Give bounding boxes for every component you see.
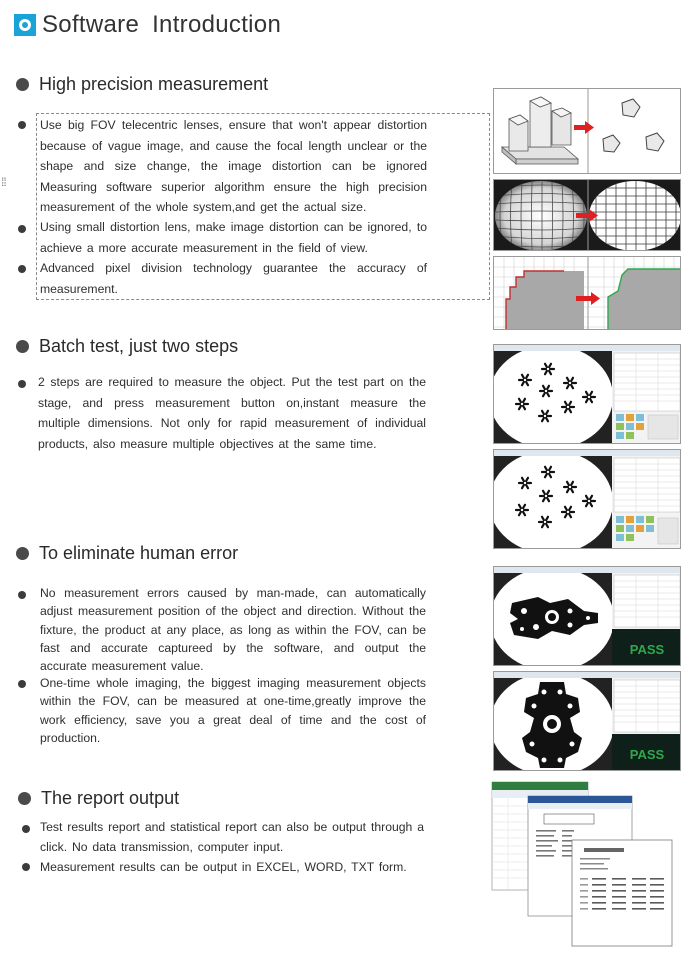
section-heading-human-error: To eliminate human error <box>16 543 238 564</box>
section-bullet-icon <box>16 78 29 91</box>
paragraph-pixel-division: Advanced pixel division technology guarantee the accuracy of measurement. <box>40 261 427 296</box>
section-heading-batch-test: Batch test, just two steps <box>16 336 238 357</box>
list-bullet-icon <box>18 225 26 233</box>
figure-distortion-grid <box>493 179 681 251</box>
paragraph-small-distortion: Using small distortion lens, make image distortion can be ignored, to achieve a more accurate measurement in the field of view. <box>40 220 427 255</box>
title-badge-icon <box>14 14 36 36</box>
section-bullet-icon <box>18 792 31 805</box>
section-bullet-icon <box>16 340 29 353</box>
figure-3d-to-2d-projection <box>493 88 681 174</box>
paragraph-one-time-imaging: One-time whole imaging, the biggest imaging measurement objects within the FOV, can be measured at one-time,greatly improve the work efficiency, save you a great deal of time and the cost of production. <box>40 676 426 745</box>
section-bullet-icon <box>16 547 29 560</box>
list-bullet-icon <box>22 863 30 871</box>
paragraph-two-steps: 2 steps are required to measure the object. Put the test part on the stage, and press measurement button on,instant measure the multiple dimensions. Not only for rapid measurement of individual products, also measure multiple objectives at the same time. <box>38 375 426 451</box>
drag-handle-icon[interactable]: ⁞⁞ <box>1 175 6 189</box>
list-bullet-icon <box>18 380 26 388</box>
section-heading-high-precision: High precision measurement <box>16 74 268 95</box>
figure-pixel-division <box>493 256 681 330</box>
list-bullet-icon <box>18 121 26 129</box>
pass-indicator-text: PASS <box>629 747 665 762</box>
paragraph-wide-fov-lens: Use big FOV telecentric lenses, ensure that won't appear distortion because of vague image, and cause the focal length unclear or the shape and size change, the image distortion can be ignored Measuring software superior algorithm ensure the high precision measurement of the whole system,and get the actual size. <box>40 118 427 214</box>
paragraph-output-formats: Measurement results can be output in EXCEL, WORD, TXT form. <box>40 860 407 874</box>
figure-human-error-screen-2 <box>493 671 681 771</box>
section-heading-report-output: The report output <box>18 788 179 809</box>
list-bullet-icon <box>18 680 26 688</box>
list-bullet-icon <box>22 825 30 833</box>
page-title-row <box>14 10 281 40</box>
pass-indicator-text: PASS <box>629 642 665 657</box>
page-title: Software Introduction <box>42 11 282 38</box>
figure-report-documents <box>488 778 682 950</box>
figure-batch-software-screen-1 <box>493 344 681 444</box>
paragraph-report-click: Test results report and statistical report can also be output through a click. No data transmission, computer input. <box>40 820 424 854</box>
figure-human-error-screen-1 <box>493 566 681 666</box>
figure-batch-software-screen-2 <box>493 449 681 549</box>
list-bullet-icon <box>18 265 26 273</box>
list-bullet-icon <box>18 591 26 599</box>
paragraph-no-man-made-errors: No measurement errors caused by man-made, can automatically adjust measurement position of the object and direction. Without the fixture, the product at any place, as long as within the FOV, can be fast and accurate captureed by the software, and output the accurate measurement value. <box>40 586 426 674</box>
